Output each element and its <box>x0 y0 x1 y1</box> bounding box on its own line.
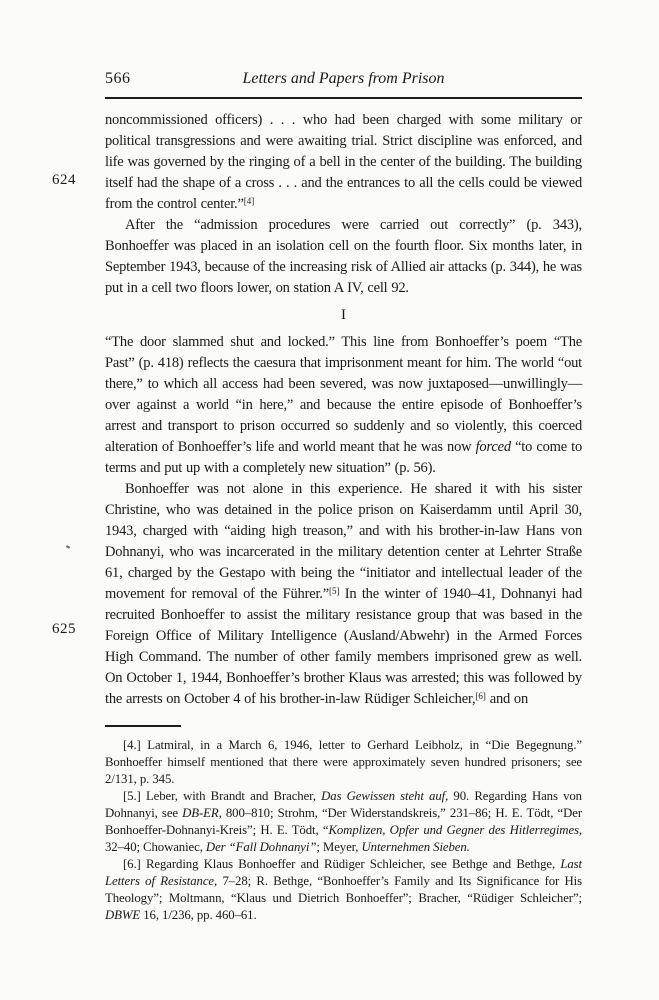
text-run: and on <box>485 691 529 707</box>
section-divider: I <box>341 307 346 323</box>
italic-text: Last Letters of Resistance, <box>105 857 582 888</box>
page-number: 566 <box>105 70 131 87</box>
text-run: ; Meyer, <box>316 840 362 854</box>
text-run: In the winter of 1940–41, Dohnanyi had recruited Bonhoeffer to assist the military resistance group that was based in the Foreign Office of Military Intelligence (Ausland/Abwehr) in the Armed Forces High Command. The number of other family members imprisoned grew as well. On October 1, 1944, Bonhoeffer’s brother Klaus was arrested; this was followed by the arrests on October 4 of his brother-in-law Rüdiger Schleicher, <box>105 586 582 707</box>
margin-page-number-625: 625 <box>52 621 76 637</box>
text-run: [4.] Latmiral, in a March 6, 1946, letter to Gerhard Leibholz, in “Die Begegnung.” Bonhoeffer himself mentioned that there were approximately seven hundred prisoners; see 2/131, p. 345. <box>105 738 582 786</box>
footnote-reference: [5] <box>328 586 340 596</box>
italic-text: Unternehmen Sieben. <box>361 840 470 854</box>
text-run: 32–40; Chowaniec, <box>105 840 206 854</box>
body-paragraph <box>105 215 582 299</box>
footnote-5 <box>105 788 582 856</box>
italic-text: DBWE <box>105 908 141 922</box>
text-run: 800–810; Strohm, “Der Widerstandskreis,” 231–86; H. E. Tödt, “Der Bonhoeffer-Dohnanyi-Kreis”; H. E. Tödt, “ <box>105 806 582 837</box>
header-rule <box>105 97 582 99</box>
body-paragraph <box>105 332 582 479</box>
text-run: 16, 1/236, pp. 460–61. <box>140 908 257 922</box>
footnote-4 <box>105 737 582 788</box>
footnotes-section <box>105 737 582 924</box>
text-run: After the “admission procedures were carried out correctly” (p. 343), Bonhoeffer was placed in an isolation cell on the fourth floor. Six months later, in September 1943, because of the increasing risk of Allied air attacks (p. 344), he was put in a cell two floors lower, on station A IV, cell 92. <box>105 217 582 296</box>
page-header <box>105 70 582 94</box>
footnote-6 <box>105 856 582 924</box>
italic-text: Der “Fall Dohnanyi” <box>205 840 317 854</box>
text-run: [5.] Leber, with Brandt and Bracher, <box>123 789 322 803</box>
text-run: [6.] Regarding Klaus Bonhoeffer and Rüdiger Schleicher, see Bethge and Bethge, <box>123 857 561 871</box>
text-run: 7–28; R. Bethge, “Bonhoeffer’s Family and Its Significance for His Theology”; Moltmann, “Klaus und Dietrich Bonhoeffer”; Bracher, “Rüdiger Schleicher”; <box>105 874 583 905</box>
footnote-reference: [4] <box>243 196 255 206</box>
text-run: “to come to terms and put up with a completely new situation” (p. 56). <box>105 439 583 476</box>
text-run: 90. Regarding Hans von Dohnanyi, see <box>105 789 582 820</box>
body-paragraph <box>105 110 582 215</box>
footnote-reference: [6] <box>475 691 486 701</box>
italic-text: DB-ER, <box>182 806 222 820</box>
margin-page-number-624: 624 <box>52 172 76 188</box>
text-run: Bonhoeffer was not alone in this experience. He shared it with his sister Christine, who was detained in the police prison on Kaiserdamm until April 30, 1943, charged with “aiding high treason,” and with his brother-in-law Hans von Dohnanyi, who was incarcerated in the military detention center at Lehrter Straße 61, charged by the Gestapo with being the “initiator and intellectual leader of the movement for removal of the Führer.” <box>105 481 582 602</box>
italic-text: forced <box>475 439 511 455</box>
italic-text: Das Gewissen steht auf, <box>321 789 449 803</box>
italic-text: Komplizen, Opfer und Gegner des Hitlerregimes, <box>328 823 583 837</box>
text-run: “The door slammed shut and locked.” This line from Bonhoeffer’s poem “The Past” (p. 418) reflects the caesura that imprisonment meant for him. The world “out there,” to which all access had been severed, was now juxtaposed—unwillingly—over against a world “in here,” and because the entire episode of Bonhoeffer’s arrest and transport to prison occurred so suddenly and so violently, this coerced alteration of Bonhoeffer’s life and world meant that he was now <box>105 334 582 455</box>
text-run: noncommissioned officers) . . . who had been charged with some military or political transgressions and were awaiting trial. Strict discipline was enforced, and life was governed by the ringing of a bell in the center of the building. The building itself had the shape of a cross . . . and the entrances to all the cells could be viewed from the control center.” <box>105 112 582 212</box>
scan-speck-artifact <box>66 545 70 549</box>
body-text-column <box>105 110 582 924</box>
footnote-separator-rule <box>105 725 181 727</box>
running-title: Letters and Papers from Prison <box>242 70 445 87</box>
body-paragraph <box>105 479 582 710</box>
